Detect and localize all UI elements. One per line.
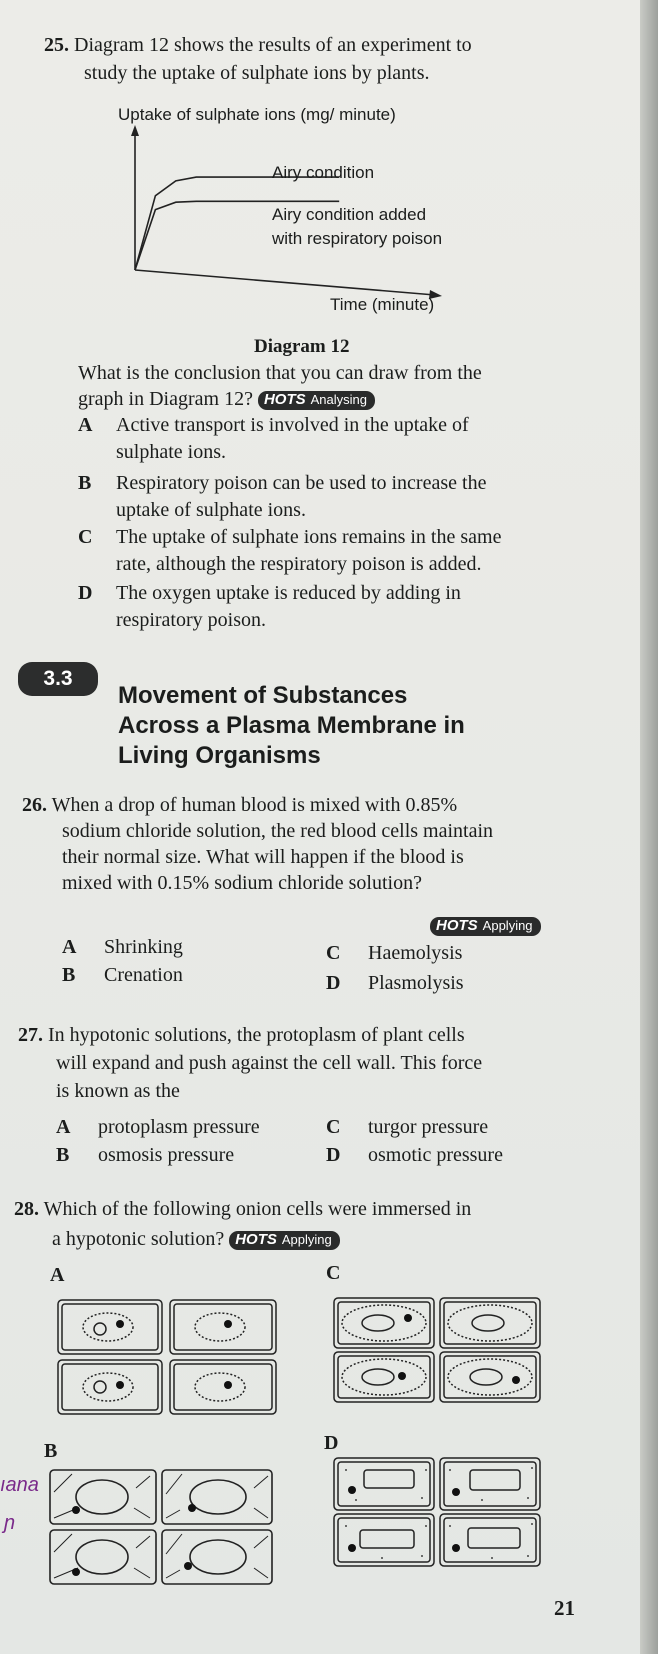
- q26-line4: mixed with 0.15% sodium chloride solution?: [62, 872, 422, 894]
- hots-label: HOTS: [436, 917, 478, 934]
- option-text: turgor pressure: [368, 1116, 489, 1138]
- q28-choice-a-label[interactable]: A: [50, 1264, 65, 1286]
- q27-line3: is known as the: [56, 1080, 180, 1102]
- option-letter: D: [326, 1144, 341, 1166]
- handwritten-note-line1: ıana: [0, 1474, 39, 1496]
- q27-number: 27.: [18, 1024, 43, 1046]
- section-badge: 3.3: [18, 662, 98, 696]
- q28-text-line1: Which of the following onion cells were immersed in: [43, 1198, 472, 1220]
- q26-text-line1: When a drop of human blood is mixed with 0.85%: [51, 794, 458, 816]
- q28-choice-d-label[interactable]: D: [324, 1432, 339, 1454]
- chart-y-arrow: [131, 125, 139, 136]
- option-letter: C: [326, 1116, 341, 1138]
- q27-option-b[interactable]: [56, 1142, 234, 1169]
- option-text: osmosis pressure: [98, 1144, 235, 1166]
- option-line2: uptake of sulphate ions.: [116, 499, 306, 521]
- q25-question-line2: [78, 386, 375, 413]
- option-line1: The uptake of sulphate ions remains in the same: [116, 526, 502, 548]
- q25-option-d[interactable]: [78, 580, 578, 634]
- q25-option-b[interactable]: [78, 470, 578, 524]
- q25-chart: [100, 100, 540, 340]
- chart-series-label-airy: Airy condition: [272, 163, 375, 182]
- option-text: Plasmolysis: [368, 972, 464, 994]
- q28-choice-d-diagram[interactable]: [332, 1456, 544, 1570]
- option-letter: B: [56, 1144, 70, 1166]
- option-text: osmotic pressure: [368, 1144, 503, 1166]
- q25-option-a[interactable]: [78, 412, 578, 466]
- hots-label: HOTS: [263, 390, 306, 408]
- q25-option-c[interactable]: [78, 524, 578, 578]
- chart-series-label-poison-2: with respiratory poison: [272, 229, 443, 248]
- q26-option-c[interactable]: [326, 940, 462, 967]
- handwritten-note-line2: ɲ: [4, 1512, 16, 1534]
- q28-choice-a-diagram[interactable]: [56, 1298, 282, 1416]
- option-text: Shrinking: [104, 936, 183, 958]
- option-text: Crenation: [104, 964, 183, 986]
- q26-option-d[interactable]: [326, 970, 464, 997]
- q26-line3: their normal size. What will happen if the blood is: [62, 846, 464, 868]
- q26-line2: sodium chloride solution, the red blood cells maintain: [62, 820, 494, 842]
- q27-line2: will expand and push against the cell wall. This force: [56, 1052, 483, 1074]
- option-letter: B: [62, 964, 76, 986]
- q26-line1: [22, 792, 457, 819]
- q26-option-b[interactable]: [62, 962, 183, 989]
- q28-choice-c-diagram[interactable]: [332, 1296, 544, 1406]
- q28-number: 28.: [14, 1198, 39, 1220]
- q28-text-line2: a hypotonic solution?: [52, 1228, 225, 1250]
- q25-question-line1: What is the conclusion that you can draw from the: [78, 362, 482, 384]
- section-title-line1: Movement of Substances: [118, 682, 408, 709]
- q25-stem-line1: Diagram 12 shows the results of an experiment to: [74, 34, 472, 56]
- hots-skill: Analysing: [310, 391, 367, 407]
- q27-text-line1: In hypotonic solutions, the protoplasm of plant cells: [48, 1024, 465, 1046]
- option-line1: The oxygen uptake is reduced by adding in: [116, 582, 461, 604]
- option-line1: Active transport is involved in the uptake of: [116, 414, 469, 436]
- chart-x-axis: [135, 270, 435, 295]
- q25-stem: [44, 32, 472, 59]
- q25-number: 25.: [44, 34, 69, 56]
- option-text: protoplasm pressure: [98, 1116, 260, 1138]
- q27-option-d[interactable]: [326, 1142, 503, 1169]
- page-edge: [640, 0, 658, 1654]
- q28-choice-b-label[interactable]: B: [44, 1440, 58, 1462]
- chart-y-axis-label: Uptake of sulphate ions (mg/ minute): [118, 105, 396, 124]
- q25-question-text: graph in Diagram 12?: [78, 388, 253, 410]
- section-title-line3: Living Organisms: [118, 742, 321, 769]
- option-letter: D: [78, 582, 93, 604]
- q26-number: 26.: [22, 794, 47, 816]
- option-letter: A: [62, 936, 77, 958]
- section-title-line2: Across a Plasma Membrane in: [118, 712, 465, 739]
- q25-caption: Diagram 12: [254, 336, 350, 357]
- option-letter: A: [78, 414, 93, 436]
- q25-stem-line2: study the uptake of sulphate ions by plants.: [84, 62, 430, 84]
- option-letter: C: [326, 942, 341, 964]
- hots-skill: Applying: [281, 1231, 332, 1247]
- option-letter: A: [56, 1116, 71, 1138]
- q28-line2: [52, 1226, 340, 1253]
- hots-skill: Applying: [482, 918, 533, 933]
- q28-choice-b-diagram[interactable]: [48, 1468, 278, 1586]
- q27-option-a[interactable]: [56, 1114, 260, 1141]
- option-letter: D: [326, 972, 341, 994]
- q28-choice-c-label[interactable]: C: [326, 1262, 341, 1284]
- option-text: Haemolysis: [368, 942, 463, 964]
- option-line2: rate, although the respiratory poison is added.: [116, 553, 482, 575]
- option-letter: B: [78, 472, 92, 494]
- hots-label: HOTS: [235, 1230, 277, 1248]
- q27-option-c[interactable]: [326, 1114, 488, 1141]
- option-line2: respiratory poison.: [116, 609, 266, 631]
- q26-option-a[interactable]: [62, 934, 183, 961]
- q27-line1: [18, 1022, 465, 1049]
- option-line1: Respiratory poison can be used to increase the: [116, 472, 487, 494]
- page-number: 21: [554, 1596, 575, 1620]
- chart-series-label-poison-1: Airy condition added: [272, 205, 427, 224]
- q28-hots-badge: [229, 1231, 340, 1250]
- option-line2: sulphate ions.: [116, 441, 226, 463]
- option-letter: C: [78, 526, 93, 548]
- q28-line1: [14, 1196, 471, 1223]
- chart-x-axis-label: Time (minute): [330, 295, 435, 314]
- q26-hots-badge: [430, 916, 541, 936]
- q25-hots-badge: [258, 391, 375, 410]
